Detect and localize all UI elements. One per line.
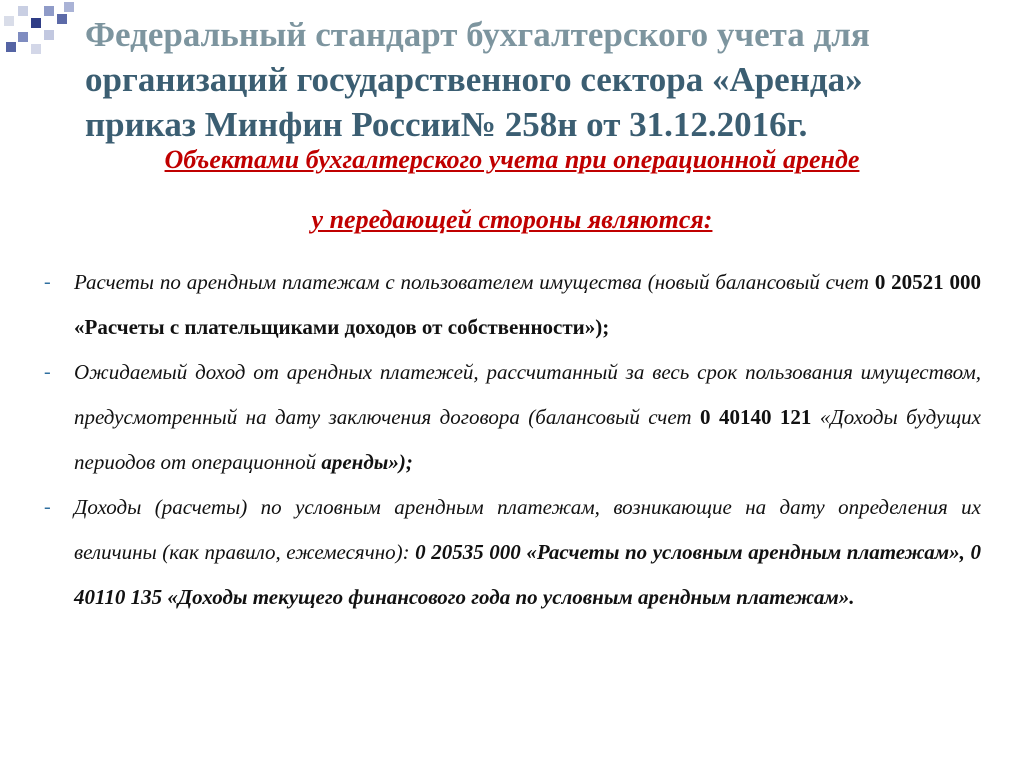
title-line-2: организаций государственного сектора «Аренда» bbox=[85, 60, 863, 99]
item-text-part: 0 20535 000 «Расчеты по условным арендным платежам», 0 40110 135 «Доходы текущего финансового года по условным арендным платежам». bbox=[74, 540, 981, 609]
list-item bbox=[44, 260, 981, 350]
bullet-list bbox=[44, 260, 981, 620]
list-item bbox=[44, 350, 981, 485]
bullet-marker: - bbox=[44, 496, 51, 518]
subtitle-line-1: Объектами бухгалтерского учета при операционной аренде bbox=[164, 145, 860, 174]
item-text-part: Расчеты по арендным платежам с пользователем имущества (новый балансовый счет bbox=[74, 270, 869, 294]
list-item-text bbox=[74, 485, 981, 620]
bullet-marker: - bbox=[44, 271, 51, 293]
subtitle-line-2: у передающей стороны являются: bbox=[311, 205, 713, 234]
slide-title bbox=[85, 12, 1005, 147]
item-text-part: 0 20521 000 «Расчеты с плательщиками доходов от собственности»); bbox=[74, 270, 982, 339]
bullet-marker: - bbox=[44, 361, 51, 383]
list-item bbox=[44, 485, 981, 620]
item-text-part: аренды»); bbox=[316, 450, 413, 474]
decorative-squares bbox=[0, 0, 80, 60]
title-line-3: приказ Минфин России№ 258н от 31.12.2016г. bbox=[85, 105, 808, 144]
item-text-part: 0 40140 121 bbox=[691, 405, 820, 429]
list-item-text bbox=[74, 260, 981, 350]
item-text-part: Ожидаемый доход от арендных платежей, рассчитанный за весь срок пользования имуществом, предусмотренный на дату заключения договора (балансовый счет bbox=[74, 360, 981, 429]
list-item-text bbox=[74, 350, 981, 485]
item-text-part: Доходы (расчеты) по условным арендным платежам, возникающие на дату определения их величины (как правило, ежемесячно): bbox=[74, 495, 981, 564]
title-line-1: Федеральный стандарт бухгалтерского учета для bbox=[85, 15, 870, 54]
item-text-part: «Доходы будущих периодов от операционной bbox=[74, 405, 982, 474]
